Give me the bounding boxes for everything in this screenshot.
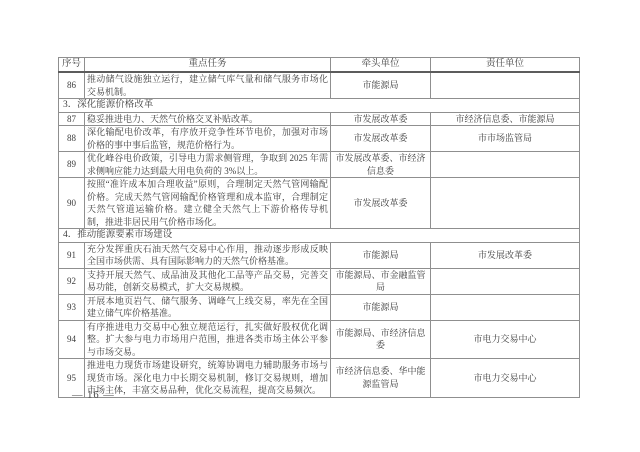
responsible-unit: 市电力交易中心 bbox=[431, 320, 580, 359]
task-text: 推进电力现货市场建设研究，统筹协调电力辅助服务市场与现货市场。深化电力中长期交易机制，修订交易规则，增加市场主体，丰富交易品种，优化交易流程，提高交易频次。 bbox=[85, 359, 331, 398]
task-number: 93 bbox=[59, 294, 85, 320]
section-row bbox=[59, 229, 580, 243]
responsible-unit bbox=[431, 294, 580, 320]
task-text: 推动储气设施独立运行，建立储气库气量和储气服务市场化交易机制。 bbox=[85, 72, 331, 99]
task-number: 88 bbox=[59, 126, 85, 152]
lead-unit: 市能源局、市金融监管局 bbox=[331, 268, 431, 294]
responsible-unit bbox=[431, 178, 580, 229]
key-tasks-table bbox=[58, 57, 580, 398]
section-title: 3．深化能源价格改革 bbox=[59, 99, 580, 113]
task-number: 91 bbox=[59, 242, 85, 268]
lead-unit: 市能源局 bbox=[331, 72, 431, 99]
section-title: 4．推动能源要素市场建设 bbox=[59, 229, 580, 243]
task-number: 89 bbox=[59, 152, 85, 178]
col-header-responsible-unit: 责任单位 bbox=[431, 58, 580, 73]
task-text: 支持开展天然气、成品油及其他化工品等产品交易，完善交易功能，创新交易模式，扩大交易规模。 bbox=[85, 268, 331, 294]
table-row bbox=[59, 268, 580, 294]
responsible-unit: 市市场监管局 bbox=[431, 126, 580, 152]
responsible-unit bbox=[431, 72, 580, 99]
responsible-unit: 市电力交易中心 bbox=[431, 359, 580, 398]
table-header-row bbox=[59, 58, 580, 73]
lead-unit: 市发展改革委、市经济信息委 bbox=[331, 152, 431, 178]
lead-unit: 市发展改革委 bbox=[331, 126, 431, 152]
table-row bbox=[59, 359, 580, 398]
lead-unit: 市能源局、市经济信息委 bbox=[331, 320, 431, 359]
responsible-unit: 市经济信息委、市能源局 bbox=[431, 112, 580, 126]
lead-unit: 市能源局 bbox=[331, 294, 431, 320]
task-text: 按照“准许成本加合理收益”原则，合理制定天然气管网输配价格。完成天然气管网输配价格管理和成本监审，合理制定天然气管道运输价格。建立健全天然气上下游价格传导机制，推进非居民用气价格市场化。 bbox=[85, 178, 331, 229]
lead-unit: 市发展改革委 bbox=[331, 112, 431, 126]
table-row bbox=[59, 126, 580, 152]
task-text: 充分发挥重庆石油天然气交易中心作用，推动逐步形成反映全国市场供需、具有国际影响力的天然气价格基准。 bbox=[85, 242, 331, 268]
table-row bbox=[59, 320, 580, 359]
section-row bbox=[59, 99, 580, 113]
lead-unit: 市能源局 bbox=[331, 242, 431, 268]
table-row bbox=[59, 112, 580, 126]
responsible-unit bbox=[431, 268, 580, 294]
task-number: 87 bbox=[59, 112, 85, 126]
task-number: 95 bbox=[59, 359, 85, 398]
task-text: 稳妥推进电力、天然气价格交叉补贴改革。 bbox=[85, 112, 331, 126]
task-text: 优化峰谷电价政策，引导电力需求侧管理，争取到 2025 年需求侧响应能力达到最大用电负荷的 3%以上。 bbox=[85, 152, 331, 178]
task-number: 86 bbox=[59, 72, 85, 99]
task-text: 深化输配电价改革，有序放开竞争性环节电价，加强对市场价格的事中事后监管，规范价格行为。 bbox=[85, 126, 331, 152]
table-row bbox=[59, 72, 580, 99]
task-number: 92 bbox=[59, 268, 85, 294]
task-text: 有序推进电力交易中心独立规范运行，扎实做好股权优化调整。扩大参与电力市场用户范围，推进各类市场主体公平参与市场交易。 bbox=[85, 320, 331, 359]
col-header-number: 序号 bbox=[59, 58, 85, 73]
task-text: 开展本地页岩气、储气服务、调峰气上线交易，率先在全国建立储气库价格基准。 bbox=[85, 294, 331, 320]
col-header-task: 重点任务 bbox=[85, 58, 331, 73]
task-number: 90 bbox=[59, 178, 85, 229]
task-number: 94 bbox=[59, 320, 85, 359]
table-row bbox=[59, 152, 580, 178]
lead-unit: 市经济信息委、华中能源监管局 bbox=[331, 359, 431, 398]
responsible-unit: 市发展改革委 bbox=[431, 242, 580, 268]
table-row bbox=[59, 294, 580, 320]
page-number: — 16 — bbox=[72, 390, 115, 401]
table-row bbox=[59, 178, 580, 229]
table-row bbox=[59, 242, 580, 268]
responsible-unit bbox=[431, 152, 580, 178]
lead-unit: 市发展改革委 bbox=[331, 178, 431, 229]
col-header-lead-unit: 牵头单位 bbox=[331, 58, 431, 73]
